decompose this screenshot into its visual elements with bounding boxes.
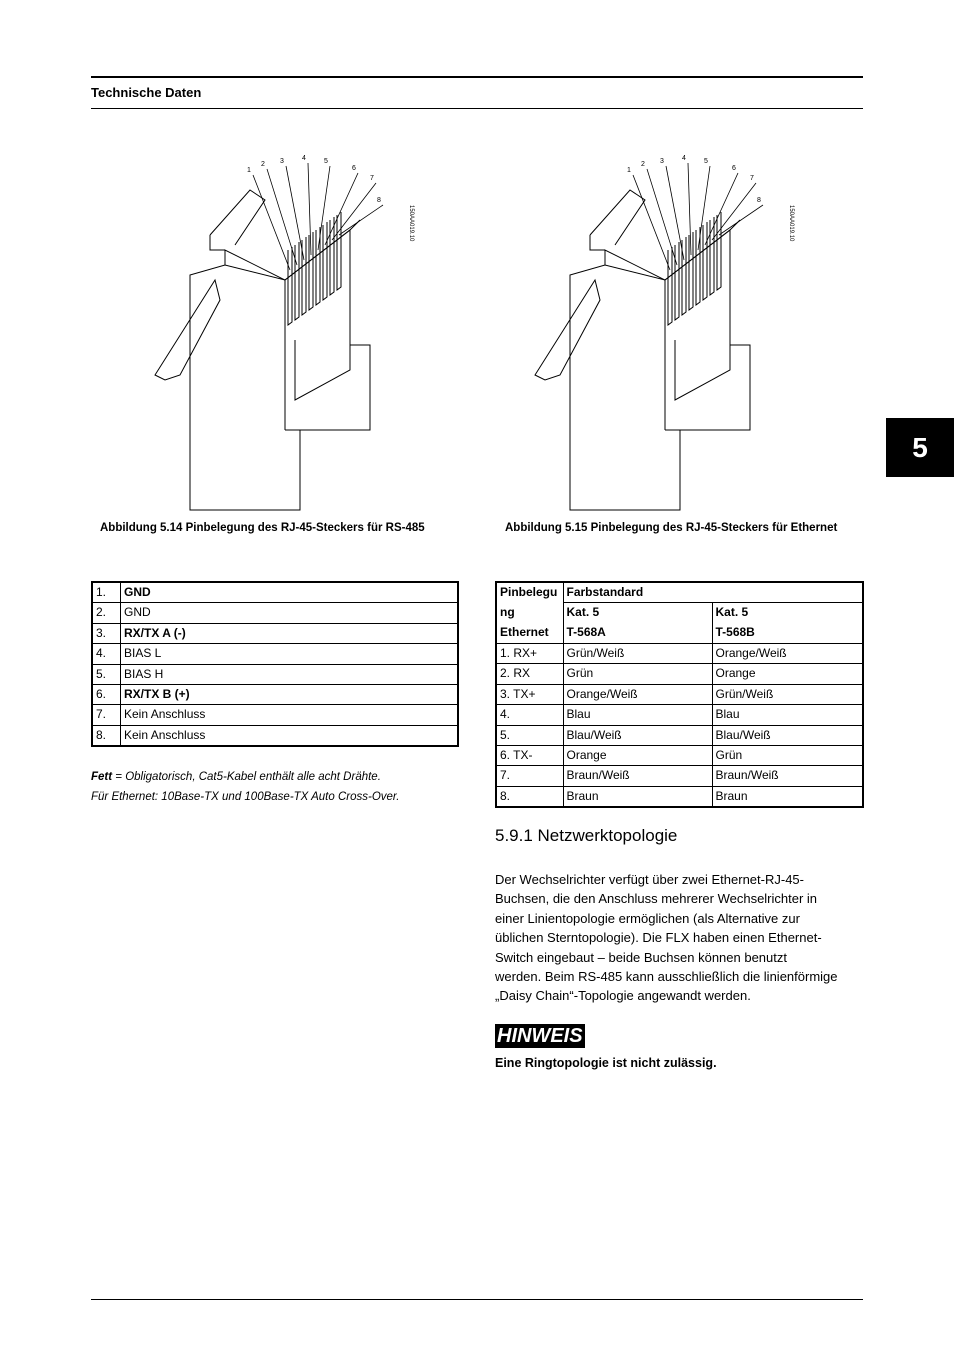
pin-cell: 1. RX+: [496, 643, 563, 663]
rs485-table-row: [92, 582, 458, 603]
contact-slot: [717, 212, 721, 290]
body-line: Buchsen, die den Anschluss mehrerer Wechselrichter in: [495, 891, 818, 907]
chapter-tab: 5: [886, 418, 954, 477]
pin-label: 6: [352, 165, 356, 172]
header-568b-line1: Kat. 5: [715, 605, 749, 620]
pin-cell: 6. TX-: [496, 745, 563, 765]
contact-slot: [295, 242, 299, 320]
t568b-cell: Orange: [712, 664, 863, 684]
pin-cell: 2. RX: [496, 664, 563, 684]
rs485-pin-table: [91, 581, 459, 747]
ethernet-header-row: [496, 582, 863, 603]
ethernet-table-row: [496, 664, 863, 684]
t568a-cell: Braun: [563, 786, 712, 807]
header-bottom-rule: [91, 108, 863, 109]
pin-signal-cell: Kein Anschluss: [121, 705, 459, 725]
pin-signal-cell: BIAS L: [121, 644, 459, 664]
t568b-cell: Grün/Weiß: [712, 684, 863, 704]
pin-cell: 3. TX+: [496, 684, 563, 704]
rj45-figure-ethernet: [505, 150, 825, 520]
pin-signal-cell: BIAS H: [121, 664, 459, 684]
t568b-cell: Orange/Weiß: [712, 643, 863, 663]
pin-number-cell: 1.: [92, 582, 121, 603]
t568b-cell: Braun/Weiß: [712, 766, 863, 786]
rs485-table-row: [92, 725, 458, 746]
ethernet-table-row: [496, 643, 863, 663]
pin-leader-line: [647, 169, 677, 265]
section-heading: 5.9.1 Netzwerktopologie: [495, 826, 678, 845]
contact-slot: [675, 242, 679, 320]
pin-leader-line: [712, 183, 756, 240]
pin-leader-line: [633, 175, 670, 270]
body-line: einer Linientopologie ermöglichen (als Alternative zur: [495, 910, 800, 926]
footer-rule: [91, 1299, 863, 1300]
pin-number-cell: 8.: [92, 725, 121, 746]
t568a-cell: Grün/Weiß: [563, 643, 712, 663]
pin-number-cell: 4.: [92, 644, 121, 664]
rs485-note-line2: Für Ethernet: 10Base-TX und 100Base-TX Auto Cross-Over.: [91, 791, 400, 803]
pin-label: 4: [682, 155, 686, 162]
hinweis-label: HINWEIS: [497, 1025, 583, 1047]
header-568b-line2: T-568B: [715, 625, 755, 640]
rj45-figure-rs485: [140, 150, 430, 520]
ethernet-table-row: [496, 705, 863, 725]
connector-body: [570, 230, 750, 510]
body-line: Der Wechselrichter verfügt über zwei Ethernet-RJ-45-: [495, 872, 804, 887]
body-line: Switch eingebaut – beide Buchsen können benutzt: [495, 949, 787, 965]
drawing-code: 150AA019.10: [788, 205, 794, 242]
pin-signal-cell: RX/TX A (-): [121, 623, 459, 643]
rs485-table-row: [92, 684, 458, 704]
connector-front-edge: [605, 250, 665, 430]
connector-window: [675, 310, 730, 400]
t568a-cell: Blau/Weiß: [563, 725, 712, 745]
ethernet-table-row: [496, 684, 863, 704]
pin-leader-line: [267, 169, 297, 265]
pin-label: 7: [750, 175, 754, 182]
pin-label: 2: [261, 161, 265, 168]
pin-leader-line: [253, 175, 290, 270]
t568a-cell: Braun/Weiß: [563, 766, 712, 786]
pin-label: 8: [377, 197, 381, 204]
pin-leader-line: [339, 205, 383, 235]
header-top-rule: [91, 76, 863, 78]
t568b-cell: Grün: [712, 745, 863, 765]
pin-number-cell: 2.: [92, 603, 121, 623]
hinweis-text: Eine Ringtopologie ist nicht zulässig.: [495, 1056, 717, 1070]
header-568a: [563, 603, 712, 644]
pin-label: 4: [302, 155, 306, 162]
rs485-table-row: [92, 623, 458, 643]
pin-signal-cell: GND: [121, 582, 459, 603]
section-body: [495, 870, 867, 1006]
rs485-note: [91, 767, 400, 807]
body-line: üblichen Sterntopologie). Die FLX haben einen Ethernet-: [495, 930, 822, 946]
rs485-table-row: [92, 603, 458, 623]
t568b-cell: Blau/Weiß: [712, 725, 863, 745]
t568b-cell: Blau: [712, 705, 863, 725]
contact-slot: [323, 222, 327, 300]
header-title: Technische Daten: [91, 85, 202, 100]
contact-slot: [302, 237, 306, 315]
pin-label: 1: [627, 167, 631, 174]
body-line: werden. Beim RS-485 kann ausschließlich die linienförmige: [495, 969, 838, 985]
header-568b: [712, 603, 863, 644]
t568b-cell: Braun: [712, 786, 863, 807]
connector-window: [295, 310, 350, 400]
figure-caption-rs485: Abbildung 5.14 Pinbelegung des RJ-45-Steckers für RS-485: [100, 522, 425, 534]
latch-top: [210, 190, 265, 245]
connector-front-edge: [225, 250, 285, 430]
t568a-cell: Grün: [563, 664, 712, 684]
contact-slot: [288, 247, 292, 325]
note-rest: = Obligatorisch, Cat5-Kabel enthält alle acht Drähte.: [112, 771, 381, 783]
pin-label: 3: [660, 158, 664, 165]
pin-leader-line: [719, 205, 763, 235]
connector-body: [190, 230, 370, 510]
rs485-table-row: [92, 705, 458, 725]
latch-top: [590, 190, 645, 245]
header-farbstandard: Farbstandard: [563, 582, 863, 603]
ethernet-table-row: [496, 786, 863, 807]
contact-slot: [710, 217, 714, 295]
header-pin-line3: Ethernet: [500, 624, 549, 639]
rs485-note-line1: [91, 767, 400, 787]
header-568a-line2: T-568A: [566, 625, 606, 640]
latch-corner: [590, 235, 605, 250]
rs485-table-row: [92, 644, 458, 664]
contact-slot: [682, 237, 686, 315]
pin-cell: 4.: [496, 705, 563, 725]
pin-signal-cell: RX/TX B (+): [121, 684, 459, 704]
header-pinbelegung: [496, 582, 563, 643]
ethernet-table-row: [496, 725, 863, 745]
pin-label: 5: [704, 158, 708, 165]
figure-caption-ethernet: Abbildung 5.15 Pinbelegung des RJ-45-Steckers für Ethernet: [505, 522, 838, 534]
pin-number-cell: 5.: [92, 664, 121, 684]
bold-word: Fett: [91, 771, 113, 783]
t568a-cell: Blau: [563, 705, 712, 725]
pin-label: 3: [280, 158, 284, 165]
body-line: „Daisy Chain“-Topologie angewandt werden.: [495, 988, 751, 1004]
header-pin-line2: ng: [500, 604, 515, 619]
pin-label: 1: [247, 167, 251, 174]
pin-leader-line: [332, 183, 376, 240]
pin-signal-cell: Kein Anschluss: [121, 725, 459, 746]
pin-cell: 7.: [496, 766, 563, 786]
pin-number-cell: 3.: [92, 623, 121, 643]
rs485-table-row: [92, 664, 458, 684]
pin-label: 8: [757, 197, 761, 204]
t568a-cell: Orange/Weiß: [563, 684, 712, 704]
latch-corner: [210, 235, 225, 250]
pin-cell: 5.: [496, 725, 563, 745]
pin-signal-cell: GND: [121, 603, 459, 623]
pin-number-cell: 6.: [92, 684, 121, 704]
drawing-code: 150AA019.10: [408, 205, 414, 242]
pin-label: 7: [370, 175, 374, 182]
latch-tab: [535, 280, 600, 380]
contact-slot: [668, 247, 672, 325]
ethernet-table-row: [496, 766, 863, 786]
header-pin-line1: Pinbelegu: [500, 585, 558, 599]
pin-label: 5: [324, 158, 328, 165]
ethernet-pin-table: [495, 581, 864, 808]
ethernet-table-row: [496, 745, 863, 765]
t568a-cell: Orange: [563, 745, 712, 765]
pin-label: 6: [732, 165, 736, 172]
latch-tab: [155, 280, 220, 380]
contact-slot: [330, 217, 334, 295]
pin-label: 2: [641, 161, 645, 168]
pin-number-cell: 7.: [92, 705, 121, 725]
header-568a-line1: Kat. 5: [566, 605, 600, 620]
contact-slot: [337, 212, 341, 290]
contact-slot: [703, 222, 707, 300]
pin-cell: 8.: [496, 786, 563, 807]
